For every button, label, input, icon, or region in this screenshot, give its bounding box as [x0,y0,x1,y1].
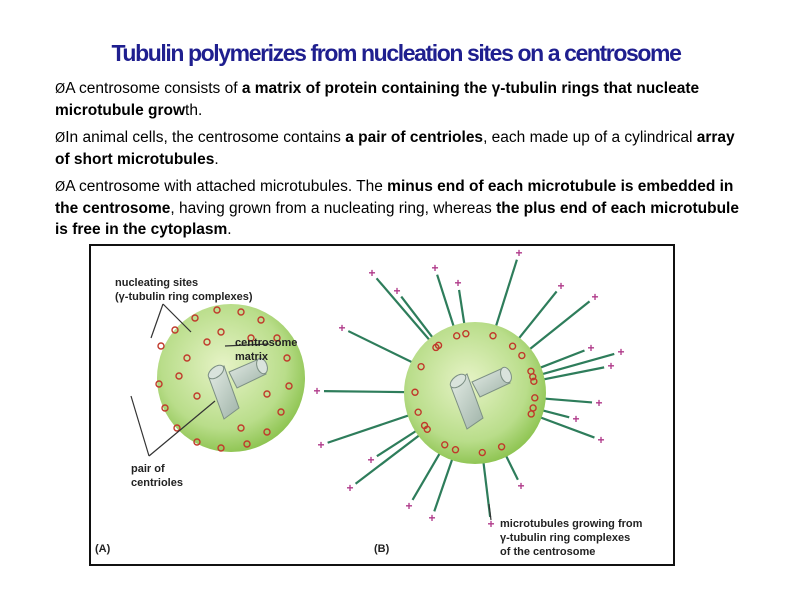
plus-end-marker: + [338,321,346,335]
bullet-text-bold: array of short microtubules [55,129,735,168]
label-matrix: matrix [235,351,269,363]
bullet-text-bold: minus end of each microtubule is embedded in the centrosome [55,178,734,217]
bullet-centrioles [55,127,745,170]
bullet-arrow-icon: Ø [55,180,66,195]
panel-b-label: (B) [374,543,390,555]
bullet-text-bold: a pair of centrioles [345,129,484,146]
centrosome-figure [89,244,675,566]
microtubule [348,331,421,367]
label-nucleating-sites: nucleating sites [115,277,199,289]
plus-end-marker: + [517,479,525,493]
nucleating-ring [158,343,164,349]
label-of-centrosome: of the centrosome [500,546,596,558]
plus-end-marker: + [346,481,354,495]
plus-end-marker: + [572,412,580,426]
bullet-text: . [214,151,219,168]
plus-end-marker: + [597,433,605,447]
microtubule [356,429,428,483]
bullet-text: th. [185,102,203,119]
microtubule [377,278,436,347]
plus-end-marker: + [313,384,321,398]
bullet-text-bold: a matrix of protein containing the γ-tubulin rings that nucleate microtubule grow [55,80,700,119]
plus-end-marker: + [454,276,462,290]
microtubule [522,301,590,355]
plus-end-marker: + [428,511,436,525]
label-microtubules-growing: microtubules growing from [500,518,643,530]
bullet-centrosome-matrix [55,78,745,121]
plus-end-marker: + [393,284,401,298]
plus-end-marker: + [367,453,375,467]
bullet-text: , having grown from a nucleating ring, whereas [170,200,497,217]
label-pair-of: pair of [131,463,165,475]
bullet-arrow-icon: Ø [55,82,66,97]
plus-end-marker: + [595,396,603,410]
label-centrioles: centrioles [131,477,183,489]
plus-end-marker: + [591,290,599,304]
plus-end-marker: + [515,246,523,260]
bullet-text: . [227,221,232,238]
plus-end-marker: + [317,438,325,452]
plus-end-marker: + [557,279,565,293]
bullet-text: A centrosome with attached microtubules. The [65,178,388,195]
plus-end-marker: + [487,517,495,531]
microtubule [493,260,517,336]
plus-end-marker: + [587,341,595,355]
centrosome-matrix-sphere-b [404,322,546,464]
panel-a-label: (A) [95,543,111,555]
bullet-microtubule-ends [55,176,745,240]
bullet-text: , each made up of a cylindrical [483,129,697,146]
slide-title: Tubulin polymerizes from nucleation sites on a centrosome [111,40,681,66]
plus-end-marker: + [607,359,615,373]
bullet-text: A centrosome consists of [65,80,242,97]
plus-end-marker: + [431,261,439,275]
bullet-text: In animal cells, the centrosome contains [65,129,346,146]
label-nucleating-sites-sub: (γ-tubulin ring complexes) [115,291,253,303]
label-centrosome: centrosome [235,337,298,349]
plus-end-marker: + [368,266,376,280]
centrosome-figure-svg [91,246,673,564]
bullet-arrow-icon: Ø [55,131,66,146]
bullet-text-bold: the plus end of each microtubule is free in the cytoplasm [55,200,739,238]
plus-end-marker: + [617,345,625,359]
label-gamma-tubulin: γ-tubulin ring complexes [500,532,631,544]
microtubule [324,391,415,392]
plus-end-marker: + [405,499,413,513]
